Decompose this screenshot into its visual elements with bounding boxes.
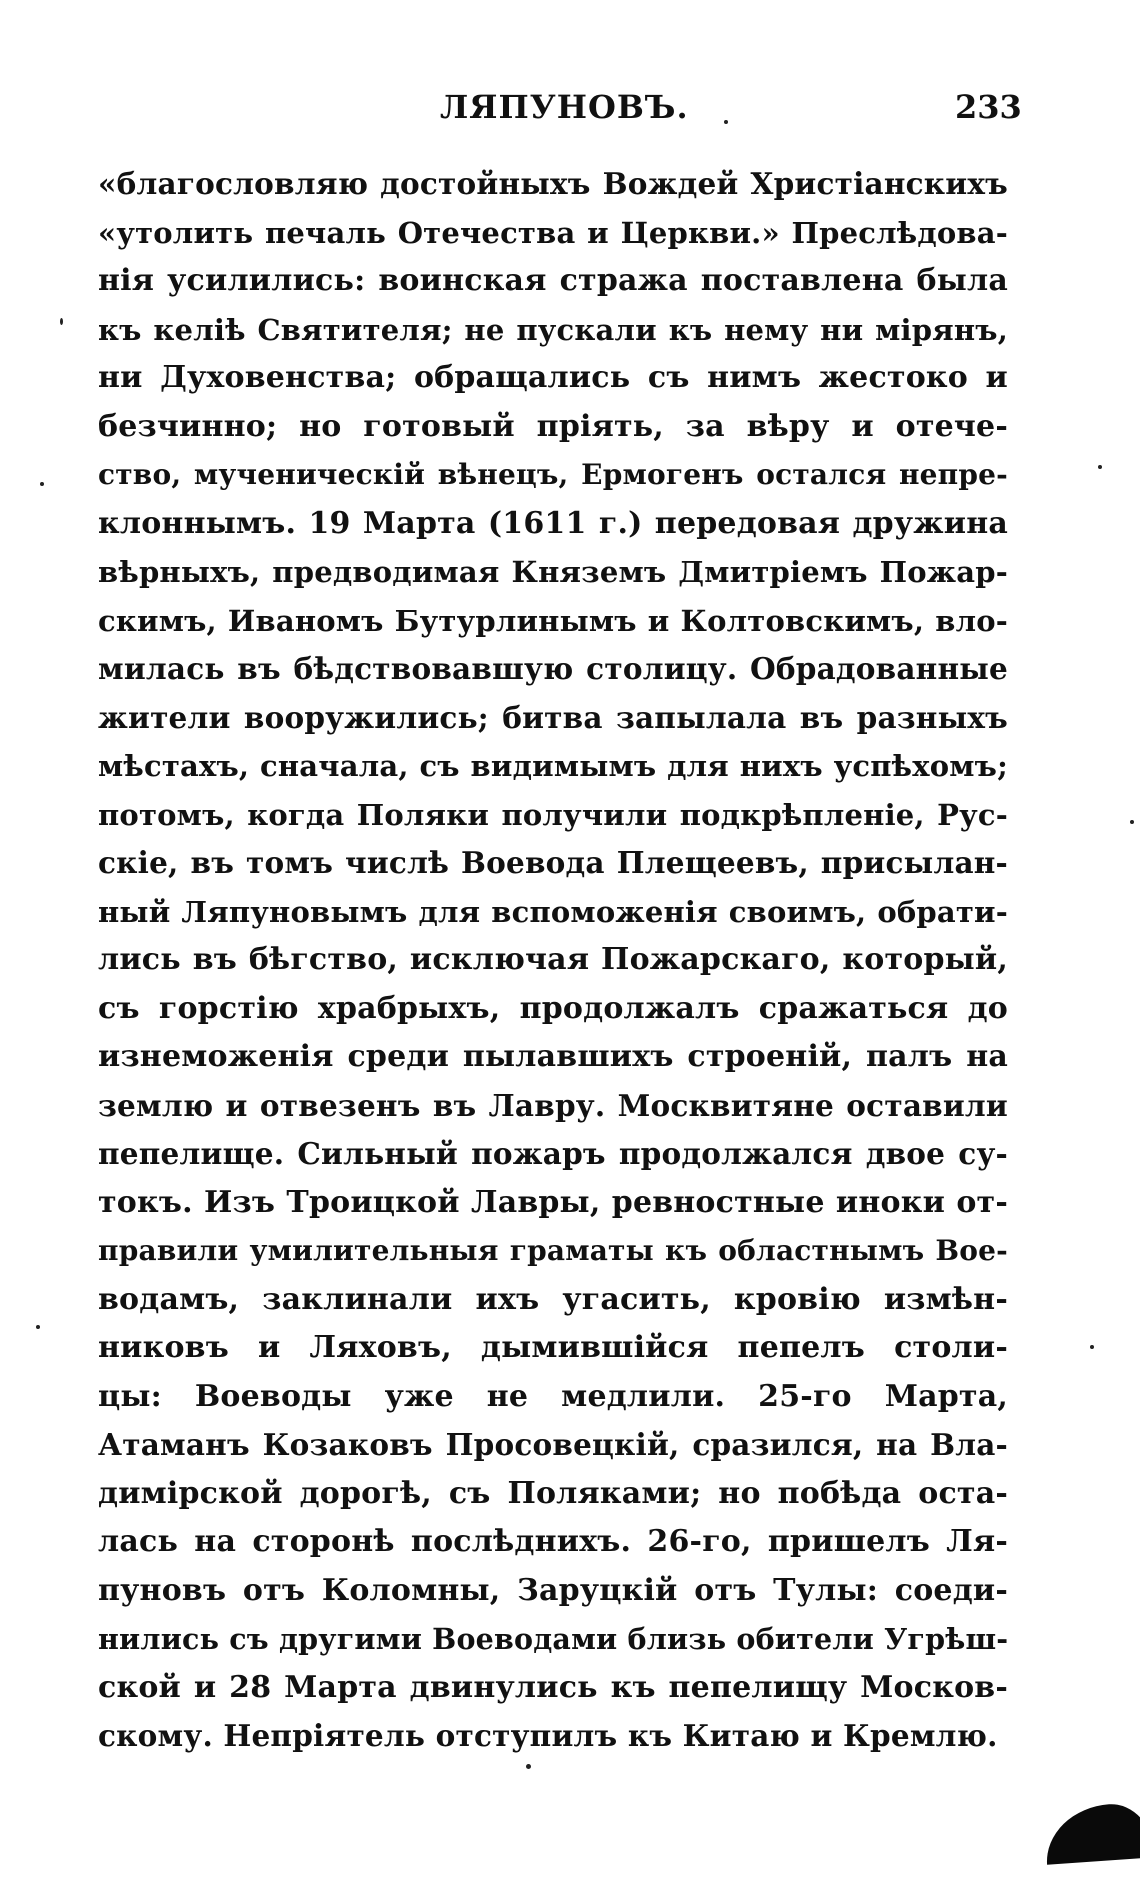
text-line: землю и отвезенъ въ Лавру. Москвитяне оставили (98, 1087, 1008, 1123)
text-line: пуновъ отъ Коломны, Заруцкій отъ Тулы: соеди- (98, 1572, 1008, 1608)
scan-speck (40, 482, 44, 486)
text-line: ство, мученическій вѣнецъ, Ермогенъ остался непре- (98, 458, 1008, 491)
text-line: лись въ бѣгство, исключая Пожарскаго, который, (98, 942, 1008, 977)
scan-speck (36, 1325, 40, 1329)
text-line: клоннымъ. 19 Марта (1611 г.) передовая дружина (98, 505, 1008, 541)
scan-speck (1130, 820, 1134, 824)
text-line: вѣрныхъ, предводимая Княземъ Дмитріемъ Пожар- (98, 555, 1008, 589)
ink-blot (1043, 1801, 1140, 1865)
text-line: изнеможенія среди пылавшихъ строеній, палъ на (98, 1039, 1008, 1074)
text-line: съ горстію храбрыхъ, продолжалъ сражаться до (98, 990, 1008, 1026)
text-line: къ келіѣ Святителя; не пускали къ нему ни мірянъ, (98, 312, 1008, 347)
text-line: ный Ляпуновымъ для вспоможенія своимъ, обрати- (98, 894, 1008, 929)
text-line: скому. Непріятель отступилъ къ Китаю и Кремлю. (98, 1718, 998, 1753)
text-line: правили умилительныя граматы къ областнымъ Вое- (98, 1234, 1008, 1267)
text-line: лась на сторонѣ послѣднихъ. 26-го, пришелъ Ля- (98, 1524, 1008, 1559)
page-number: 233 (955, 88, 1022, 126)
text-line: «благословляю достойныхъ Вождей Христіанскихъ (98, 166, 1008, 201)
text-line: ни Духовенства; обращались съ нимъ жестоко и (98, 360, 1008, 395)
text-line: скимъ, Иваномъ Бутурлинымъ и Колтовскимъ, вло- (98, 603, 1008, 638)
page-title: ЛЯПУНОВЪ. (440, 88, 689, 126)
text-line: мѣстахъ, сначала, съ видимымъ для нихъ успѣхомъ; (98, 749, 1008, 783)
scan-speck (1098, 465, 1102, 469)
text-line: Атаманъ Козаковъ Просовецкій, сразился, на Вла- (98, 1427, 1008, 1462)
text-line: водамъ, заклинали ихъ угасить, кровію измѣн- (98, 1281, 1008, 1317)
text-line: жители вооружились; битва запылала въ разныхъ (98, 699, 1008, 735)
text-line: нились съ другими Воеводами близь обители Угрѣш- (98, 1622, 1009, 1656)
text-line: никовъ и Ляховъ, дымившійся пепелъ столи- (98, 1330, 1008, 1365)
scan-speck (1090, 1345, 1094, 1349)
scan-speck (724, 120, 728, 124)
text-line: нія усилились: воинская стража поставлена была (98, 263, 1008, 298)
text-line: «утолить печаль Отечества и Церкви.» Преслѣдова- (98, 215, 1008, 250)
scan-speck (60, 318, 63, 325)
text-line: токъ. Изъ Троицкой Лавры, ревностные иноки от- (98, 1184, 1008, 1220)
text-line: димірской дорогѣ, съ Поляками; но побѣда оста- (98, 1475, 1008, 1511)
text-line: скіе, въ томъ числѣ Воевода Плещеевъ, присылан- (98, 845, 1008, 880)
text-line: ской и 28 Марта двинулись къ пепелищу Москов- (98, 1669, 1008, 1705)
text-line: безчинно; но готовый пріять, за вѣру и отече- (98, 408, 1008, 444)
scan-speck (526, 1764, 531, 1769)
body-text (98, 160, 1008, 1761)
text-line: милась въ бѣдствовавшую столицу. Обрадованные (98, 651, 1008, 686)
text-line: цы: Воеводы уже не медлили. 25-го Марта, (98, 1378, 1008, 1414)
text-line: потомъ, когда Поляки получили подкрѣпленіе, Рус- (98, 797, 1008, 832)
running-head (0, 88, 1140, 132)
text-line: пепелище. Сильный пожаръ продолжался двое су- (98, 1136, 1008, 1171)
